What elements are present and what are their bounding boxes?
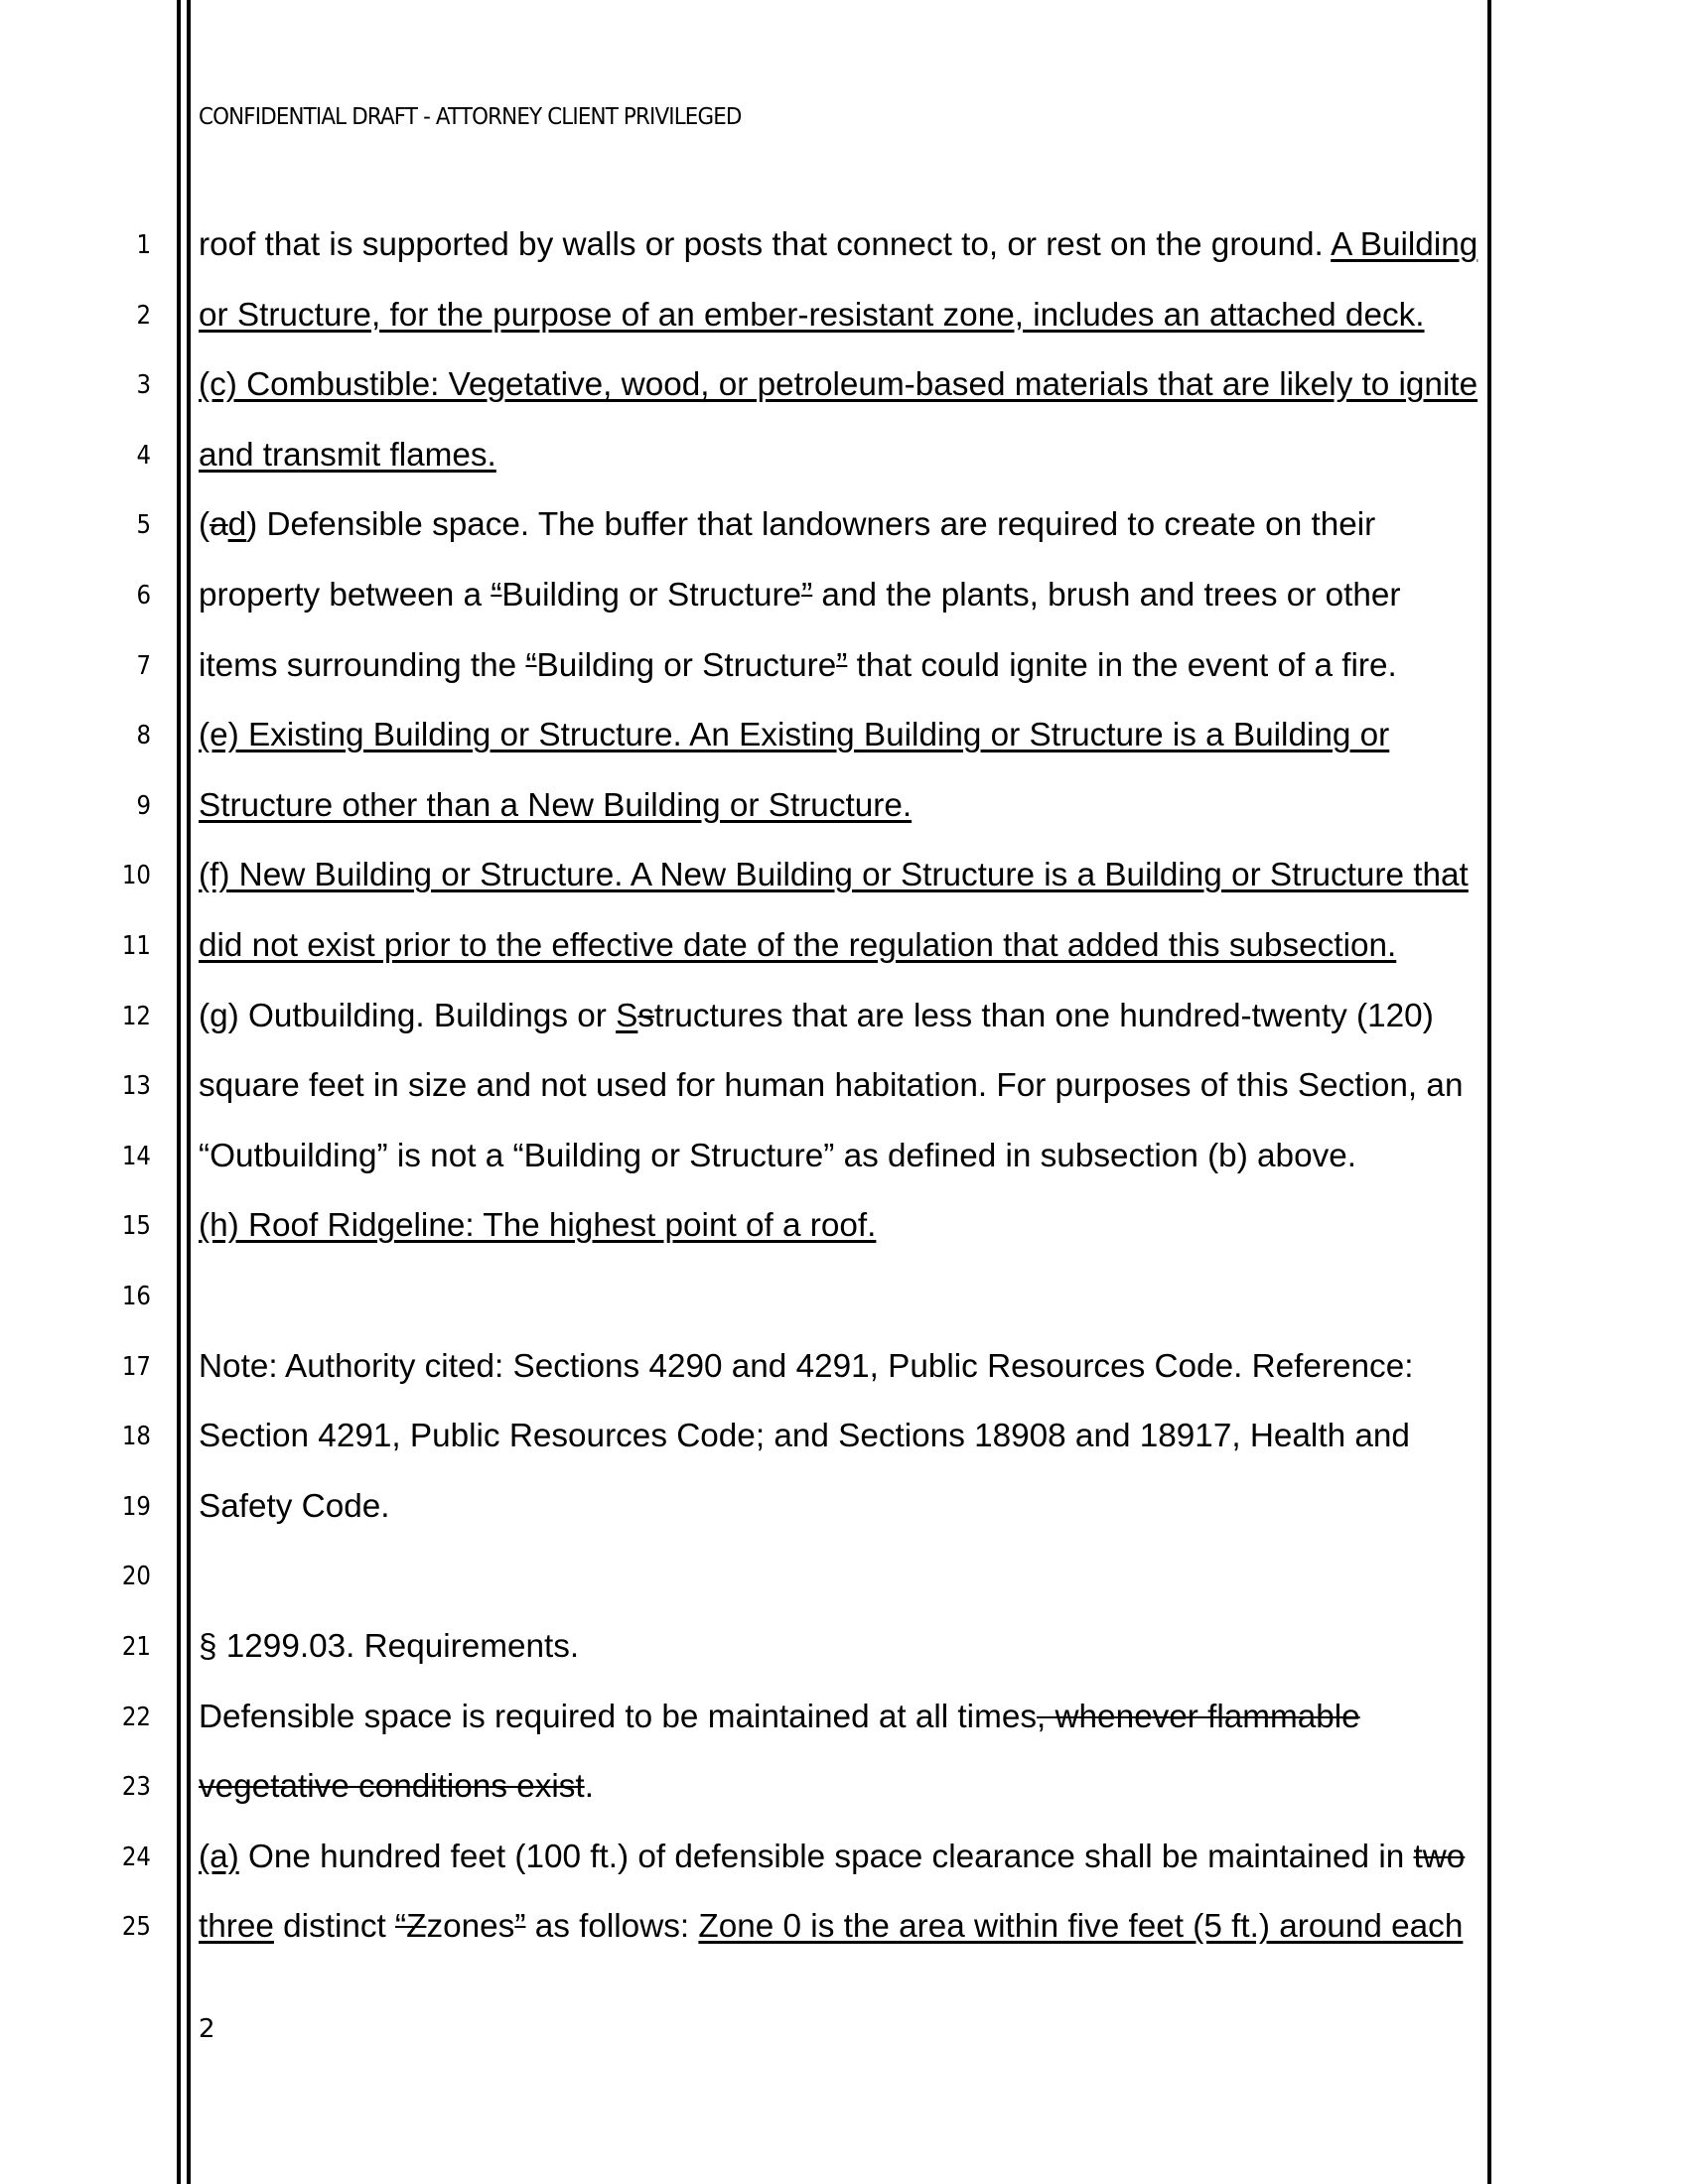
text-line (199, 1627, 579, 1667)
body-text: zones (426, 1908, 515, 1946)
body-text: square feet in size and not used for human habitation. For purposes of this Section, an (199, 1067, 1464, 1105)
inserted-text: did not exist prior to the effective date of the regulation that added this subsection. (199, 927, 1397, 964)
inserted-text: (c) Combustible: Vegetative, wood, or petroleum-based materials that are likely to ignite (199, 366, 1478, 404)
left-margin-rule-outer (177, 0, 181, 2184)
line-number: 9 (136, 790, 151, 821)
page-number: 2 (199, 2014, 215, 2044)
confidential-header: CONFIDENTIAL DRAFT - ATTORNEY CLIENT PRIVILEGED (199, 104, 742, 130)
body-text: Building or Structure (536, 646, 837, 684)
line-number: 18 (121, 1422, 151, 1452)
deleted-text: two (1413, 1838, 1466, 1875)
body-text: and the plants, brush and trees or other (812, 577, 1401, 614)
text-line (199, 716, 1389, 755)
text-line (199, 365, 1477, 405)
deleted-text: ” (836, 646, 848, 684)
text-line (199, 1417, 1410, 1456)
body-text: Defensible space is required to be maintained at all times (199, 1698, 1037, 1735)
deleted-text: a (210, 506, 228, 544)
inserted-text: (f) New Building or Structure. A New Building or Structure is a Building or Structure that (199, 857, 1469, 894)
right-margin-rule (1487, 0, 1491, 2184)
body-text: “Outbuilding” is not a “Building or Structure” as defined in subsection (b) above. (199, 1137, 1357, 1174)
text-line (199, 1907, 1463, 1947)
text-line (199, 1347, 1413, 1387)
line-number: 6 (136, 581, 151, 611)
inserted-text: and transmit flames. (199, 436, 496, 474)
inserted-text: Structure other than a New Building or Structure. (199, 786, 913, 824)
inserted-text: Zone 0 is the area within five feet (5 ft.) around each (698, 1908, 1464, 1946)
line-number: 13 (121, 1071, 151, 1102)
deleted-text: “ (525, 646, 537, 684)
body-text: . (584, 1768, 594, 1806)
line-number: 23 (121, 1772, 151, 1803)
text-line (199, 926, 1396, 966)
line-number: 3 (136, 370, 151, 401)
deleted-text: , whenever flammable (1036, 1698, 1360, 1735)
deleted-text: ” (514, 1908, 526, 1946)
deleted-text: vegetative conditions exist (199, 1768, 585, 1806)
text-line (199, 576, 1401, 615)
body-text: § 1299.03. Requirements. (199, 1628, 580, 1665)
line-number: 5 (136, 510, 151, 541)
text-line (199, 1206, 876, 1246)
text-line (199, 436, 496, 476)
text-line (199, 505, 1375, 545)
line-number: 11 (121, 931, 151, 961)
line-number: 1 (136, 230, 151, 260)
body-text: (g) Outbuilding. Buildings or (199, 997, 617, 1034)
body-text: Note: Authority cited: Sections 4290 and 4291, Public Resources Code. Reference: (199, 1347, 1414, 1385)
deleted-text: s (637, 997, 655, 1034)
line-number: 8 (136, 721, 151, 751)
text-line (199, 1838, 1465, 1877)
inserted-text: A Building (1331, 226, 1478, 263)
body-text: that could ignite in the event of a fire. (847, 646, 1397, 684)
text-line (199, 1767, 594, 1807)
body-text: ) Defensible space. The buffer that landowners are required to create on their (246, 506, 1376, 544)
deleted-text: “ (491, 577, 502, 614)
line-number: 7 (136, 650, 151, 681)
text-line (199, 786, 912, 826)
text-line (199, 1066, 1463, 1106)
inserted-text: or Structure, for the purpose of an ember-resistant zone, includes an attached deck. (199, 296, 1425, 334)
body-text: items surrounding the (199, 646, 526, 684)
body-text: Safety Code. (199, 1487, 390, 1525)
body-text: roof that is supported by walls or posts that connect to, or rest on the ground. (199, 226, 1332, 263)
body-text: as follows: (525, 1908, 699, 1946)
line-number: 15 (121, 1211, 151, 1242)
line-number: 21 (121, 1632, 151, 1662)
line-number: 4 (136, 440, 151, 471)
text-line (199, 296, 1425, 336)
body-text: property between a (199, 577, 492, 614)
inserted-text: (a) (199, 1838, 239, 1875)
line-number: 25 (121, 1912, 151, 1943)
text-line (199, 225, 1477, 265)
body-text: One hundred feet (100 ft.) of defensible space clearance shall be maintained in (238, 1838, 1414, 1875)
body-text: Building or Structure (501, 577, 802, 614)
inserted-text: S (616, 997, 638, 1034)
inserted-text: (e) Existing Building or Structure. An Existing Building or Structure is a Building or (199, 717, 1390, 754)
body-text: ( (199, 506, 211, 544)
inserted-text: three (199, 1908, 274, 1946)
text-line (199, 1698, 1360, 1737)
text-line (199, 646, 1397, 686)
line-number: 17 (121, 1351, 151, 1382)
deleted-text: ” (801, 577, 813, 614)
left-margin-rule-inner (187, 0, 191, 2184)
text-line (199, 1487, 390, 1527)
deleted-text: “Z (395, 1908, 427, 1946)
body-text: tructures that are less than one hundred-twenty (120) (654, 997, 1434, 1034)
line-number: 20 (121, 1562, 151, 1592)
inserted-text: d (227, 506, 247, 544)
text-line (199, 856, 1469, 895)
line-number: 22 (121, 1702, 151, 1732)
line-number: 19 (121, 1491, 151, 1522)
body-text: distinct (273, 1908, 396, 1946)
line-number: 2 (136, 300, 151, 331)
line-number: 24 (121, 1842, 151, 1872)
line-number: 14 (121, 1141, 151, 1171)
body-text: Section 4291, Public Resources Code; and Sections 18908 and 18917, Health and (199, 1418, 1410, 1455)
line-number: 16 (121, 1282, 151, 1311)
line-number: 10 (121, 861, 151, 891)
text-line (199, 1137, 1356, 1176)
text-line (199, 997, 1434, 1036)
inserted-text: (h) Roof Ridgeline: The highest point of a roof. (199, 1207, 877, 1245)
line-number: 12 (121, 1001, 151, 1031)
